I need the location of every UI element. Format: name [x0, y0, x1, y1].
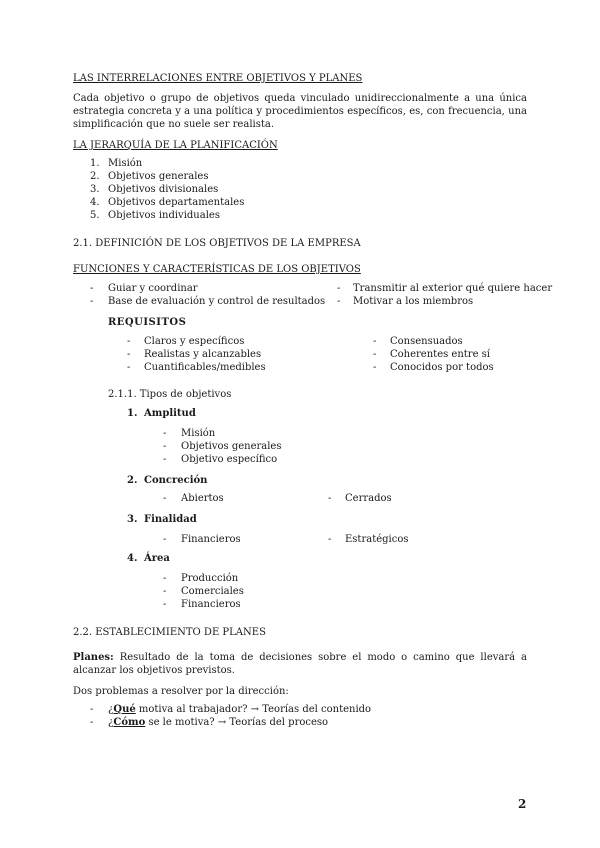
dash-bullet: - — [90, 296, 94, 307]
tipo-number: 4. — [127, 553, 138, 564]
tipo-number: 1. — [127, 408, 138, 419]
problemas-intro: Dos problemas a resolver por la dirección: — [73, 686, 289, 697]
tipo-title: Concreción — [144, 475, 208, 486]
list-item — [90, 209, 244, 222]
dash-bullet: - — [163, 586, 167, 597]
tipo-item: Comerciales — [181, 586, 244, 597]
tipo-number: 2. — [127, 475, 138, 486]
page-number: 2 — [518, 797, 527, 811]
dash-bullet: - — [163, 441, 167, 452]
requisito-item: Cuantificables/medibles — [144, 362, 266, 373]
funcion-item: Base de evaluación y control de resultados — [108, 296, 326, 307]
tipo-item: Abiertos — [181, 493, 224, 504]
dash-bullet: - — [373, 349, 377, 360]
dash-bullet: - — [163, 534, 167, 545]
planes-label: Planes: — [73, 652, 114, 663]
tipo-title: Amplitud — [144, 408, 196, 419]
dash-bullet: - — [127, 349, 131, 360]
list-text: Misión — [108, 158, 143, 169]
list-number: 2. — [90, 171, 100, 182]
heading-requisitos: REQUISITOS — [108, 317, 187, 328]
dash-bullet: - — [163, 428, 167, 439]
heading-tipos: 2.1.1. Tipos de objetivos — [108, 389, 232, 400]
list-number: 5. — [90, 210, 100, 221]
requisito-item: Consensuados — [390, 336, 463, 347]
problema-item — [108, 716, 328, 729]
problema-keyword: Qué — [113, 704, 136, 715]
problema-rest: se le motiva? → Teorías del proceso — [145, 717, 329, 728]
heading-2-1: 2.1. DEFINICIÓN DE LOS OBJETIVOS DE LA EMPRESA — [73, 238, 361, 249]
dash-bullet: - — [163, 454, 167, 465]
problema-rest: motiva al trabajador? → Teorías del contenido — [135, 704, 372, 715]
list-item — [90, 157, 244, 170]
list-text: Objetivos departamentales — [108, 197, 245, 208]
tipo-item: Financieros — [181, 599, 241, 610]
list-number: 4. — [90, 197, 100, 208]
tipo-item: Financieros — [181, 534, 241, 545]
dash-bullet: - — [90, 283, 94, 294]
dash-bullet: - — [328, 534, 332, 545]
list-text: Objetivos generales — [108, 171, 209, 182]
problema-prefix: ¿ — [108, 717, 114, 728]
dash-bullet: - — [127, 336, 131, 347]
tipo-item: Estratégicos — [345, 534, 409, 545]
dash-bullet: - — [373, 362, 377, 373]
dash-bullet: - — [373, 336, 377, 347]
dash-bullet: - — [337, 283, 341, 294]
dash-bullet: - — [337, 296, 341, 307]
dash-bullet: - — [90, 704, 94, 715]
heading-interrelaciones: LAS INTERRELACIONES ENTRE OBJETIVOS Y PLANES — [73, 73, 363, 84]
requisito-item: Claros y específicos — [144, 336, 245, 347]
dash-bullet: - — [163, 573, 167, 584]
list-number: 3. — [90, 184, 100, 195]
tipo-item: Misión — [181, 428, 216, 439]
funcion-item: Motivar a los miembros — [353, 296, 474, 307]
dash-bullet: - — [163, 599, 167, 610]
dash-bullet: - — [90, 717, 94, 728]
requisito-item: Realistas y alcanzables — [144, 349, 262, 360]
problema-prefix: ¿ — [108, 704, 114, 715]
paragraph-interrelaciones: Cada objetivo o grupo de objetivos queda vinculado unidireccionalmente a una única estrategia concreta y a una política y procedimientos específicos, es, con frecuencia, una simplificación que no suele ser realista. — [73, 93, 527, 130]
heading-2-2: 2.2. ESTABLECIMIENTO DE PLANES — [73, 627, 266, 638]
tipo-item: Objetivo específico — [181, 454, 278, 465]
heading-jerarquia: LA JERARQUÍA DE LA PLANIFICACIÓN — [73, 140, 278, 151]
funcion-item: Guiar y coordinar — [108, 283, 198, 294]
tipo-number: 3. — [127, 514, 138, 525]
paragraph-planes — [73, 651, 527, 677]
problema-item — [108, 703, 371, 716]
dash-bullet: - — [163, 493, 167, 504]
dash-bullet: - — [127, 362, 131, 373]
list-number: 1. — [90, 158, 100, 169]
requisito-item: Coherentes entre sí — [390, 349, 490, 360]
tipo-item: Cerrados — [345, 493, 392, 504]
problema-keyword: Cómo — [113, 717, 146, 728]
list-text: Objetivos divisionales — [108, 184, 219, 195]
list-text: Objetivos individuales — [108, 210, 220, 221]
planes-text: Resultado de la toma de decisiones sobre el modo o camino que llevará a alcanzar los objetivos previstos. — [73, 652, 527, 676]
requisito-item: Conocidos por todos — [390, 362, 494, 373]
list-item — [90, 183, 244, 196]
tipo-title: Finalidad — [144, 514, 197, 525]
dash-bullet: - — [328, 493, 332, 504]
tipo-item: Objetivos generales — [181, 441, 282, 452]
jerarquia-list — [90, 157, 244, 222]
tipo-item: Producción — [181, 573, 239, 584]
tipo-title: Área — [144, 553, 170, 564]
heading-funciones: FUNCIONES Y CARACTERÍSTICAS DE LOS OBJETIVOS — [73, 264, 361, 275]
list-item — [90, 170, 244, 183]
funcion-item: Transmitir al exterior qué quiere hacer — [353, 283, 553, 294]
list-item — [90, 196, 244, 209]
